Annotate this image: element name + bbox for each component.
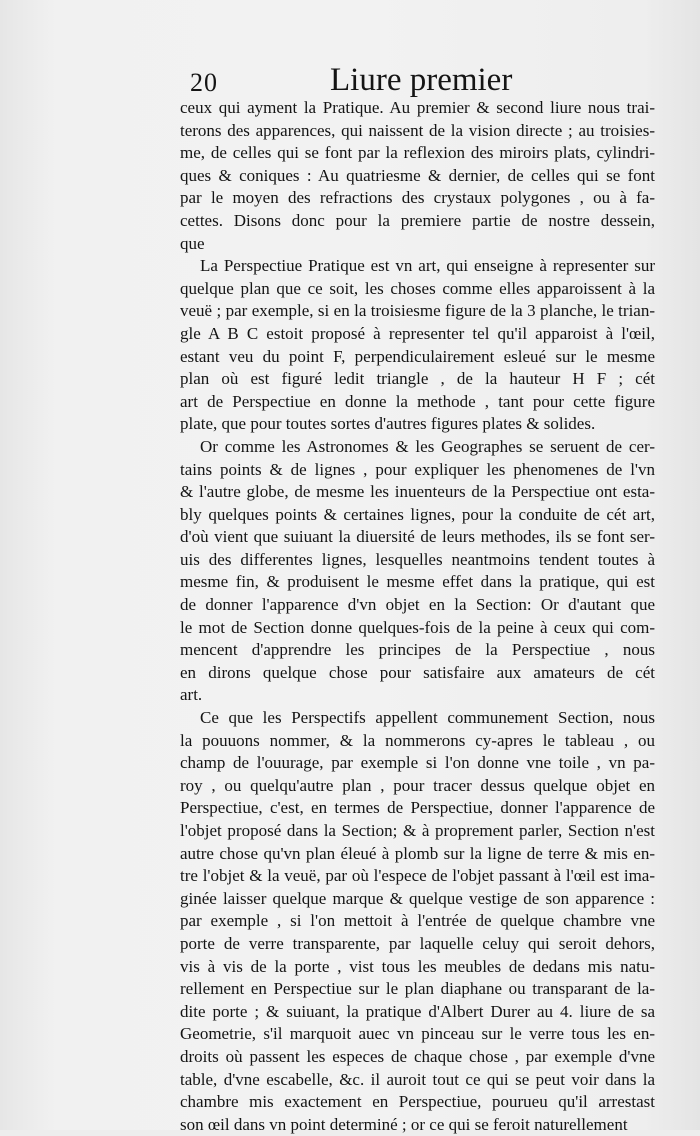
text-line: la pouuons nommer, & la nommerons cy-apres le tableau , ou xyxy=(180,730,655,750)
text-line: quelque plan que ce soit, les choses comme elles apparoissent à la xyxy=(180,278,655,298)
text-line: Perspectiue, c'est, en termes de Perspectiue, donner l'apparence de xyxy=(180,798,655,818)
text-line: terons des apparences, qui naissent de la vision directe ; au troisies- xyxy=(180,120,655,140)
page-number: 20 xyxy=(190,68,218,97)
text-line: plate, que pour toutes sortes d'autres figures plates & solides. xyxy=(180,414,596,434)
text-line: droits où passent les especes de chaque chose , par exemple d'vne xyxy=(180,1046,655,1066)
text-line: tre l'objet & la veuë, par où l'espece de l'objet passant à l'œil est ima- xyxy=(180,866,655,886)
text-line: de donner l'apparence d'vn objet en la Section: Or d'autant que xyxy=(180,595,655,615)
text-line: cettes. Disons donc pour la premiere partie de nostre dessein, xyxy=(180,210,655,230)
text-line: porte de verre transparente, par laquelle celuy qui seroit dehors, xyxy=(180,933,655,953)
text-line: chambre mis exactement en Perspectiue, pourueu qu'il arrestast xyxy=(180,1092,655,1112)
text-line: vis à vis de la porte , vist tous les meubles de dedans mis natu- xyxy=(180,956,655,976)
text-line: champ de l'ouurage, par exemple si l'on donne vne toile , vn pa- xyxy=(180,753,655,773)
text-line: que xyxy=(180,233,205,253)
paragraph xyxy=(180,707,655,1136)
text-line: ques & coniques : Au quatriesme & dernier, de celles qui se font xyxy=(180,165,655,185)
paragraph xyxy=(180,436,655,707)
text-line: La Perspectiue Pratique est vn art, qui enseigne à representer sur xyxy=(200,256,655,276)
text-line: Geometrie, s'il marquoit auec vn pinceau sur le verre tous les en- xyxy=(180,1024,655,1044)
text-line: ginée laisser quelque marque & quelque vestige de son apparence : xyxy=(180,888,655,908)
text-line: ceux qui ayment la Pratique. Au premier & second liure nous trai- xyxy=(180,98,655,117)
running-head xyxy=(190,62,650,102)
text-line: table, d'vne escabelle, &c. il auroit tout ce qui se peut voir dans la xyxy=(180,1069,655,1089)
text-line: & l'autre globe, de mesme les inuenteurs de la Perspectiue ont esta- xyxy=(180,482,655,502)
text-line: veuë ; par exemple, si en la troisiesme figure de la 3 planche, le trian- xyxy=(180,301,655,321)
text-line: Or comme les Astronomes & les Geographes se seruent de cer- xyxy=(200,436,655,456)
text-line: plan où est figuré ledit triangle , de la hauteur H F ; cét xyxy=(180,369,655,389)
text-line: mencent d'apprendre les principes de la Perspectiue , nous xyxy=(180,640,655,660)
text-line: Ce que les Perspectifs appellent communement Section, nous xyxy=(200,708,655,728)
paragraph xyxy=(180,255,655,436)
paragraph xyxy=(180,97,655,255)
text-line: roy , ou quelqu'autre plan , pour tracer dessus quelque objet en xyxy=(180,775,655,795)
text-line: son œil dans vn point determiné ; or ce qui se feroit naturellement xyxy=(180,1114,628,1134)
text-line: art. xyxy=(180,685,203,705)
text-line: mesme fin, & produisent le mesme effet dans la pratique, qui est xyxy=(180,572,655,592)
text-line: d'où vient que suiuant la diuersité de leurs methodes, ils se font ser- xyxy=(180,527,655,547)
running-title: Liure premier xyxy=(330,62,513,98)
text-line: tains points & de lignes , pour expliquer les phenomenes de l'vn xyxy=(180,459,655,479)
text-line: rellement en Perspectiue sur le plan diaphane ou transparant de la- xyxy=(180,979,655,999)
text-line: dite porte ; & suiuant, la pratique d'Albert Durer au 4. liure de sa xyxy=(180,1001,655,1021)
text-line: uis des differentes lignes, lesquelles neantmoins tendent toutes à xyxy=(180,549,655,569)
text-line: art de Perspectiue en donne la methode , tant pour cette figure xyxy=(180,391,655,411)
text-line: estant veu du point F, perpendiculairement esleué sur le mesme xyxy=(180,346,655,366)
text-line: autre chose qu'vn plan éleué à plomb sur la ligne de terre & mis en- xyxy=(180,843,655,863)
text-line: le mot de Section donne quelques-fois de la peine à ceux qui com- xyxy=(180,617,655,637)
text-line: gle A B C estoit proposé à representer tel qu'il apparoist à l'œil, xyxy=(180,323,655,343)
text-line: par le moyen des refractions des crystaux polygones , ou à fa- xyxy=(180,188,655,208)
text-line: l'objet proposé dans la Section; & à proprement parler, Section n'est xyxy=(180,821,655,840)
body-text xyxy=(180,97,655,1136)
text-line: par exemple , si l'on mettoit à l'entrée de quelque chambre vne xyxy=(180,911,655,931)
text-line: me, de celles qui se font par la reflexion des miroirs plats, cylindri- xyxy=(180,143,655,163)
text-line: bly quelques points & certaines lignes, pour la conduite de cét art, xyxy=(180,504,655,524)
text-line: en dirons quelque chose pour satisfaire aux amateurs de cét xyxy=(180,662,655,682)
